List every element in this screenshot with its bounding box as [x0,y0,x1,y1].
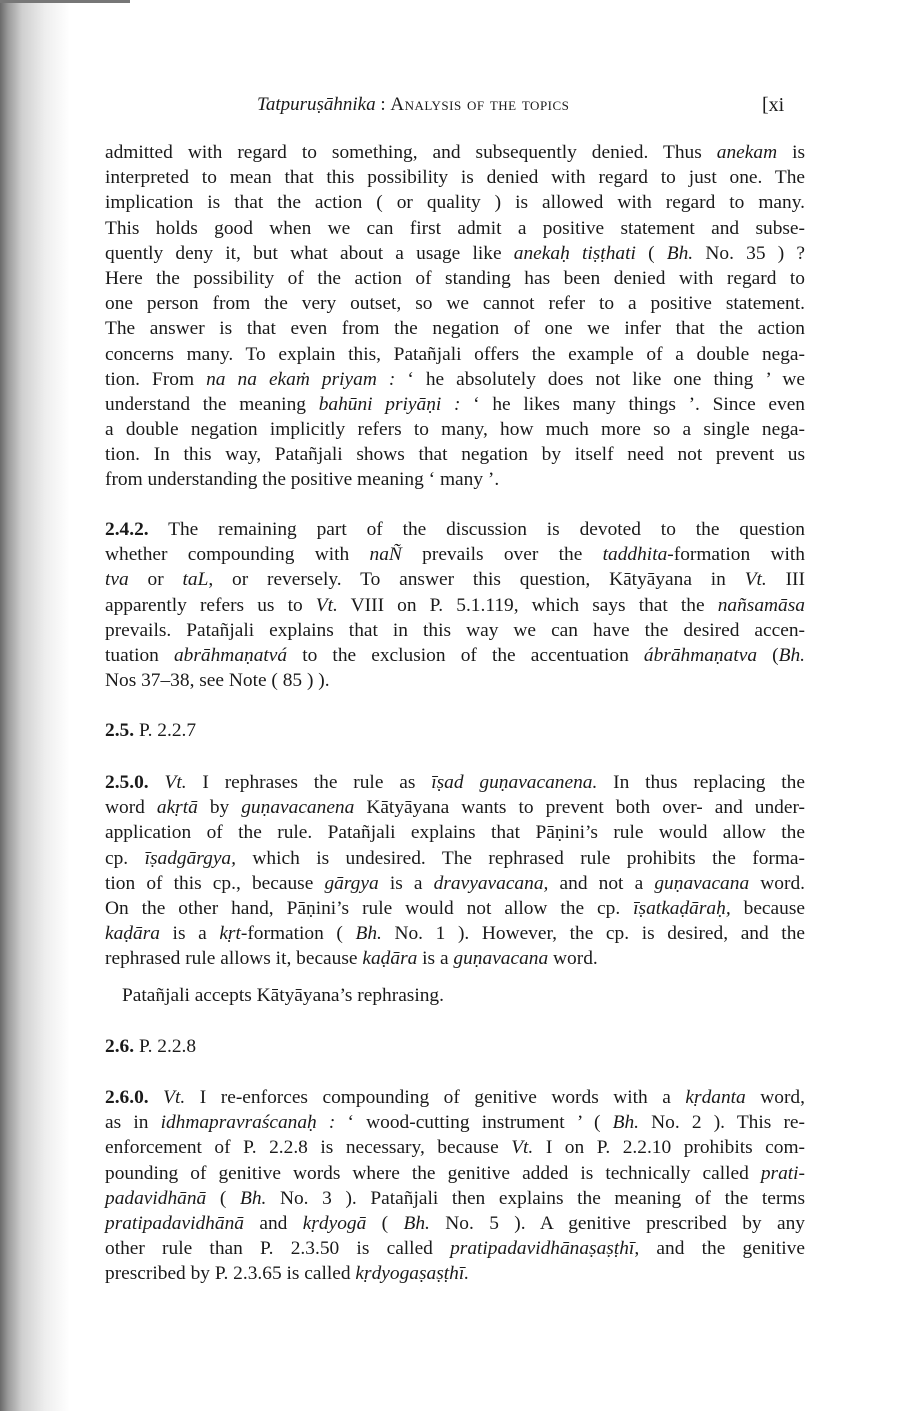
text-run: In thus replacing the [597,772,805,793]
text-run: ( [206,1187,240,1209]
italic-term: Bh. [666,242,694,264]
text-run: whether compounding with [105,544,370,566]
italic-term: Vt. [511,1137,534,1159]
text-run: to the exclusion of the accentuation [287,644,644,666]
text-run: tion. In this way, Patañjali shows that negation by itself need not prevent us [105,444,805,466]
text-run: other rule than P. 2.3.50 is called [105,1238,451,1260]
text-line [105,718,805,743]
text-run: -formation ( [240,923,356,945]
text-run: ( [757,644,779,666]
text-line [105,871,805,896]
text-run: I re-enforces compounding of genitive words with a [185,1087,686,1108]
italic-term: taddhita [602,544,668,566]
section-2-5-0 [105,770,805,972]
text-line [105,795,805,820]
italic-term: pratipadavidhānaṣaṣṭhī [450,1238,635,1260]
text-run: as in [105,1112,161,1134]
text-run: word. [749,872,805,894]
italic-term: Vt. [744,569,767,591]
text-line [105,1034,805,1059]
text-run: No. 35 ) ? [693,242,806,264]
paragraph-accepts [122,983,622,1008]
text-run: enforcement of P. 2.2.8 is necessary, because [105,1137,512,1159]
italic-term: pratipadavidhānā [105,1212,244,1234]
text-run: interpreted to mean that this possibility is denied with regard to just one. The [105,167,805,189]
italic-term: kṛt [219,923,241,945]
text-run: Here the possibility of the action of standing has been denied with regard to [105,267,805,289]
text-run: cp. [105,847,145,869]
text-run: concerns many. To explain this, Patañjali offers the example of a double nega- [105,343,805,365]
italic-term: taL [182,569,209,591]
text-run: The remaining part of the discussion is devoted to the question [148,519,805,540]
italic-term: idhmapravraścanaḥ : [160,1112,336,1134]
italic-term: ábrāhmaṇatva [643,644,758,666]
italic-term: kṛdyogā [302,1212,367,1234]
italic-term: dravyavacana, [433,872,549,894]
italic-term: prati- [760,1162,805,1184]
text-run: ‘ he likes many things ’. Since even [460,393,806,415]
text-run [149,1087,164,1108]
italic-term: kṛdyogaṣaṣṭhī. [355,1263,470,1285]
text-line [105,316,805,341]
text-line [105,1161,805,1186]
italic-term: Bh. [778,644,805,666]
text-line [105,190,805,215]
text-run: one person from the very outset, so we cannot refer to a positive statement. [105,293,805,315]
section-number: 2.5. [105,720,135,741]
text-line [105,896,805,921]
text-run: a double negation implicitly refers to many, how much more so a single nega- [105,419,805,441]
italic-term: nañsamāsa [717,594,805,616]
italic-term: kaḍāra [362,948,418,970]
text-line [105,1186,805,1211]
text-line [105,1261,805,1286]
text-run: which is undesired. The rephrased rule prohibits the forma- [235,847,805,869]
text-line [105,367,805,392]
text-line [105,417,805,442]
text-run: application of the rule. Patañjali explains that Pāṇini’s rule would allow the [105,822,805,844]
text-run: No. 1 ). However, the cp. is desired, and the [381,923,805,945]
text-line [105,266,805,291]
text-run: This holds good when we can first admit a positive statement and subse- [105,217,805,239]
text-run: quently deny it, but what about a usage like [105,242,514,264]
text-run: Nos 37–38, see Note ( 85 ) ). [105,670,330,692]
paragraph-continued [105,140,805,493]
text-run: word [105,797,157,819]
text-line [105,1211,805,1236]
text-run: , or reversely. To answer this question, Kātyāyana in [208,569,745,591]
text-line [105,1236,805,1261]
section-number: 2.6.0. [105,1087,149,1108]
text-line [105,216,805,241]
text-run: I rephrases the rule as [186,772,432,793]
text-line [105,165,805,190]
text-line [105,770,805,795]
text-run: because [730,897,805,919]
text-run: No. 3 ). Patañjali then explains the meaning of the terms [266,1187,805,1209]
text-run: P. 2.2.7 [134,720,197,741]
italic-term: gārgya [324,872,379,894]
italic-term: guṇavacanena [241,797,355,819]
text-line [105,342,805,367]
text-line [122,983,622,1008]
text-run: and not a [548,872,655,894]
italic-term: anekam [716,142,778,163]
header-separator: : [375,94,391,115]
section-number: 2.6. [105,1036,135,1057]
section-number: 2.4.2. [105,519,149,540]
italic-term: naÑ [369,544,402,566]
header-subtitle: Analysis of the topics [390,94,570,115]
text-run: word. [548,948,598,970]
text-run: is a [159,923,220,945]
text-run: P. 2.2.8 [134,1036,197,1057]
text-run: pounding of genitive words where the genitive added is technically called [105,1162,761,1184]
text-line [105,921,805,946]
text-run: and [243,1212,303,1234]
italic-term: na na ekaṁ priyam : [206,368,396,390]
text-line [105,241,805,266]
italic-term: padavidhānā [105,1187,207,1209]
italic-term: akṛtā [156,797,198,819]
text-line [105,542,805,567]
text-line [105,820,805,845]
scan-edge-line [0,0,130,3]
scan-shadow [0,0,70,1411]
text-line [105,442,805,467]
text-run: -formation with [667,544,805,566]
italic-term: guṇavacana [654,872,750,894]
italic-term: Vt. [315,594,338,616]
text-run: is a [378,872,434,894]
text-line [105,1110,805,1135]
heading-2-5 [105,718,805,743]
text-run: tion. From [105,368,207,390]
italic-term: bahūni priyāṇi : [318,393,461,415]
italic-term: guṇavacana [453,948,549,970]
text-run: Patañjali accepts Kātyāyana’s rephrasing. [122,985,444,1006]
section-2-6-0 [105,1085,805,1287]
page-number: [xi [762,94,785,116]
text-line [105,517,805,542]
text-run: is [777,142,806,163]
text-run: Kātyāyana wants to prevent both over- and under- [354,797,805,819]
italic-term: kṛdanta [685,1087,746,1108]
text-run: word, [745,1087,805,1108]
text-run: III [766,569,805,591]
text-run: apparently refers us to [105,594,316,616]
text-line [105,392,805,417]
text-run: prevails. Patañjali explains that in this way we can have the desired accen- [105,619,805,641]
text-line [105,618,805,643]
text-run: ‘ he absolutely does not like one thing ’ we [395,368,805,390]
text-run: ( [635,242,667,264]
text-run: by [197,797,242,819]
text-run: No. 2 ). This re- [639,1112,805,1134]
text-run: ( [366,1212,404,1234]
text-run: is a [417,948,454,970]
text-line [105,567,805,592]
italic-term: Vt. [164,772,187,793]
text-run: admitted with regard to something, and subsequently denied. Thus [105,142,717,163]
heading-2-6 [105,1034,805,1059]
section-2-4-2 [105,517,805,693]
text-run: rephrased rule allows it, because [105,948,363,970]
text-line [105,643,805,668]
text-run: understand the meaning [105,393,319,415]
text-run: , and the genitive [634,1238,805,1260]
italic-term: kaḍāra [105,923,160,945]
text-run: prevails over the [401,544,603,566]
text-run: The answer is that even from the negation of one we infer that the action [105,318,805,340]
italic-term: tva [105,569,129,591]
header-title: Tatpuruṣāhnika [257,94,376,115]
text-run: implication is that the action ( or quality ) is allowed with regard to many. [105,192,805,214]
italic-term: īṣadgārgya, [144,847,236,869]
text-line [105,1135,805,1160]
text-run: On the other hand, Pāṇini’s rule would not allow the cp. [105,897,634,919]
running-header [257,94,569,116]
text-line [105,593,805,618]
text-run: VIII on P. 5.1.119, which says that the [337,594,718,616]
text-line [105,1085,805,1110]
text-run [149,772,165,793]
italic-term: Bh. [355,923,382,945]
text-run: No. 5 ). A genitive prescribed by any [429,1212,805,1234]
text-run: prescribed by P. 2.3.65 is called [105,1263,356,1285]
text-line [105,140,805,165]
text-run: or [128,569,183,591]
italic-term: anekaḥ tiṣṭhati [513,242,636,264]
italic-term: Bh. [239,1187,267,1209]
text-run: ‘ wood-cutting instrument ’ ( [335,1112,613,1134]
text-line [105,668,805,693]
text-line [105,846,805,871]
italic-term: Bh. [403,1212,430,1234]
text-run: I on P. 2.2.10 prohibits com- [533,1137,806,1159]
italic-term: abrāhmaṇatvá [173,644,288,666]
text-line [105,291,805,316]
italic-term: Bh. [612,1112,639,1134]
text-run: from understanding the positive meaning ‘ many ’. [105,469,500,491]
text-line [105,946,805,971]
italic-term: īṣad guṇavacanena. [431,772,598,793]
italic-term: īṣatkaḍāraḥ, [633,897,731,919]
text-run: tuation [105,644,174,666]
section-number: 2.5.0. [105,772,149,793]
italic-term: Vt. [163,1087,186,1108]
text-line [105,467,805,492]
text-run: tion of this cp., because [105,872,325,894]
